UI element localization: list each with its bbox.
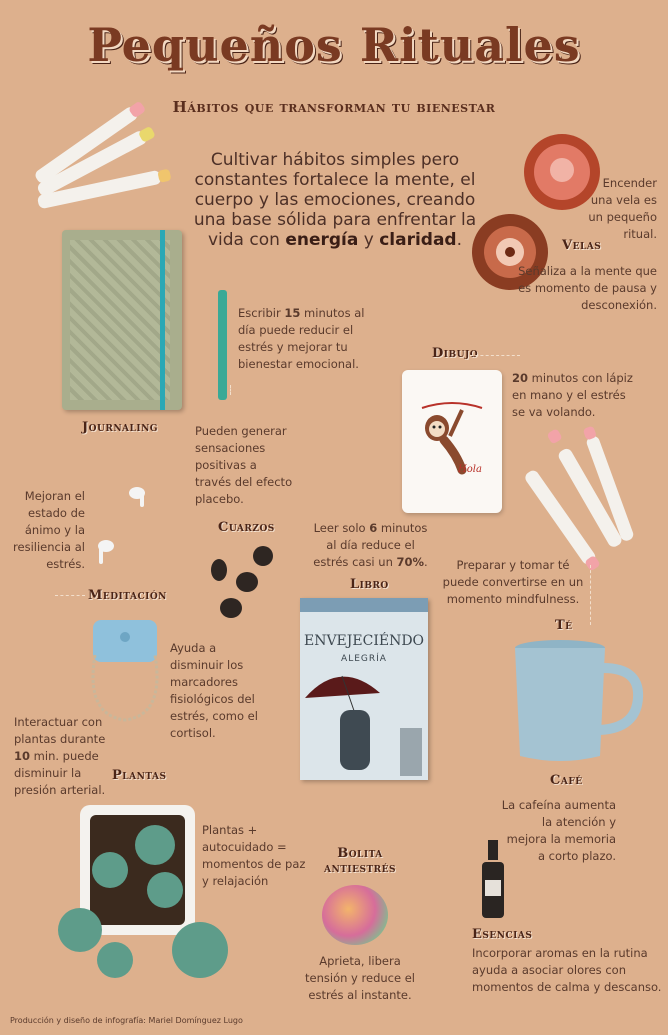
libro-text: Leer solo 6 minutos al día reduce el estrés casi un 70%. [313,521,428,569]
drawing-card [402,370,502,513]
bolita-text: Aprieta, libera tensión y reduce el estrés al instante. [305,954,415,1002]
intro-bold-claridad: claridad [379,230,457,250]
te-label: Té [555,618,573,633]
meditacion-text-2: Ayuda a disminuir los marcadores fisiológicos del estrés, como el cortisol. [170,641,258,740]
cafe-text: La cafeína aumenta la atención y mejora la memoria a corto plazo. [501,798,616,863]
intro-paragraph: Cultivar hábitos simples pero constantes fortalece la mente, el cuerpo y las emociones, creando una base sólida para enfrentar la vida con energía y claridad. [193,150,477,250]
earbud-icon-2 [95,538,117,568]
velas-text-1: Encender una vela es un pequeño ritual. [588,176,657,241]
mug-image [510,638,650,768]
intro-bold-energia: energía [285,230,359,250]
card-text: Hola [458,464,482,475]
velas-text-2: Señaliza a la mente que es momento de pausa y desconexión. [518,264,657,312]
book-subtitle: ALEGRÍA [341,654,387,664]
cuarzos-text: Pueden generar sensaciones positivas a través del efecto placebo. [195,424,293,506]
stress-ball-image [322,885,388,945]
markers-image [22,90,182,220]
essence-bottle-image [478,840,508,920]
meditacion-label: Meditación [88,588,167,603]
page-subtitle: Hábitos que transforman tu bienestar [172,98,496,116]
journaling-label: Journaling [82,420,158,435]
te-text: Preparar y tomar té puede convertirse en un momento mindfulness. [442,558,584,606]
cafe-label: Café [550,773,583,788]
cuarzos-label: Cuarzos [218,520,275,535]
plantas-text: Interactuar con plantas durante 10 min. puede disminuir la presión arterial. [14,715,106,797]
footer-credit: Producción y diseño de infografía: Mariel Domínguez Lugo [10,1016,243,1025]
plantas-text-2: Plantas + autocuidado = momentos de paz y relajación [202,823,306,888]
journal-image [62,230,182,410]
bolita-label: Bolita antiestrés [323,846,396,876]
esencias-label: Esencias [472,927,533,942]
earbud-icon [125,485,149,509]
page-title: Pequeños Rituales [87,18,581,72]
velas-label: Velas [562,238,602,253]
dibujo-text: 20 minutos con lápiz en mano y el estrés se va volando. [512,371,633,419]
dibujo-label: Dibujo [432,346,479,361]
libro-label: Libro [350,577,389,592]
book-image [300,598,428,780]
bag-image [85,615,165,725]
meditacion-text-1: Mejoran el estado de ánimo y la resiliencia al estrés. [13,489,85,571]
book-title: ENVEJECIÉNDO [303,633,425,649]
quartz-stones-image [205,540,285,620]
pen-image [218,290,227,400]
markers-right-image [515,425,645,575]
plantas-label: Plantas [112,768,167,783]
journaling-text: Escribir 15 minutos al día puede reducir el estrés y mejorar tu bienestar emocional. [238,306,365,371]
esencias-text: Incorporar aromas en la rutina ayuda a asociar olores con momentos de calma y descanso. [472,946,662,994]
